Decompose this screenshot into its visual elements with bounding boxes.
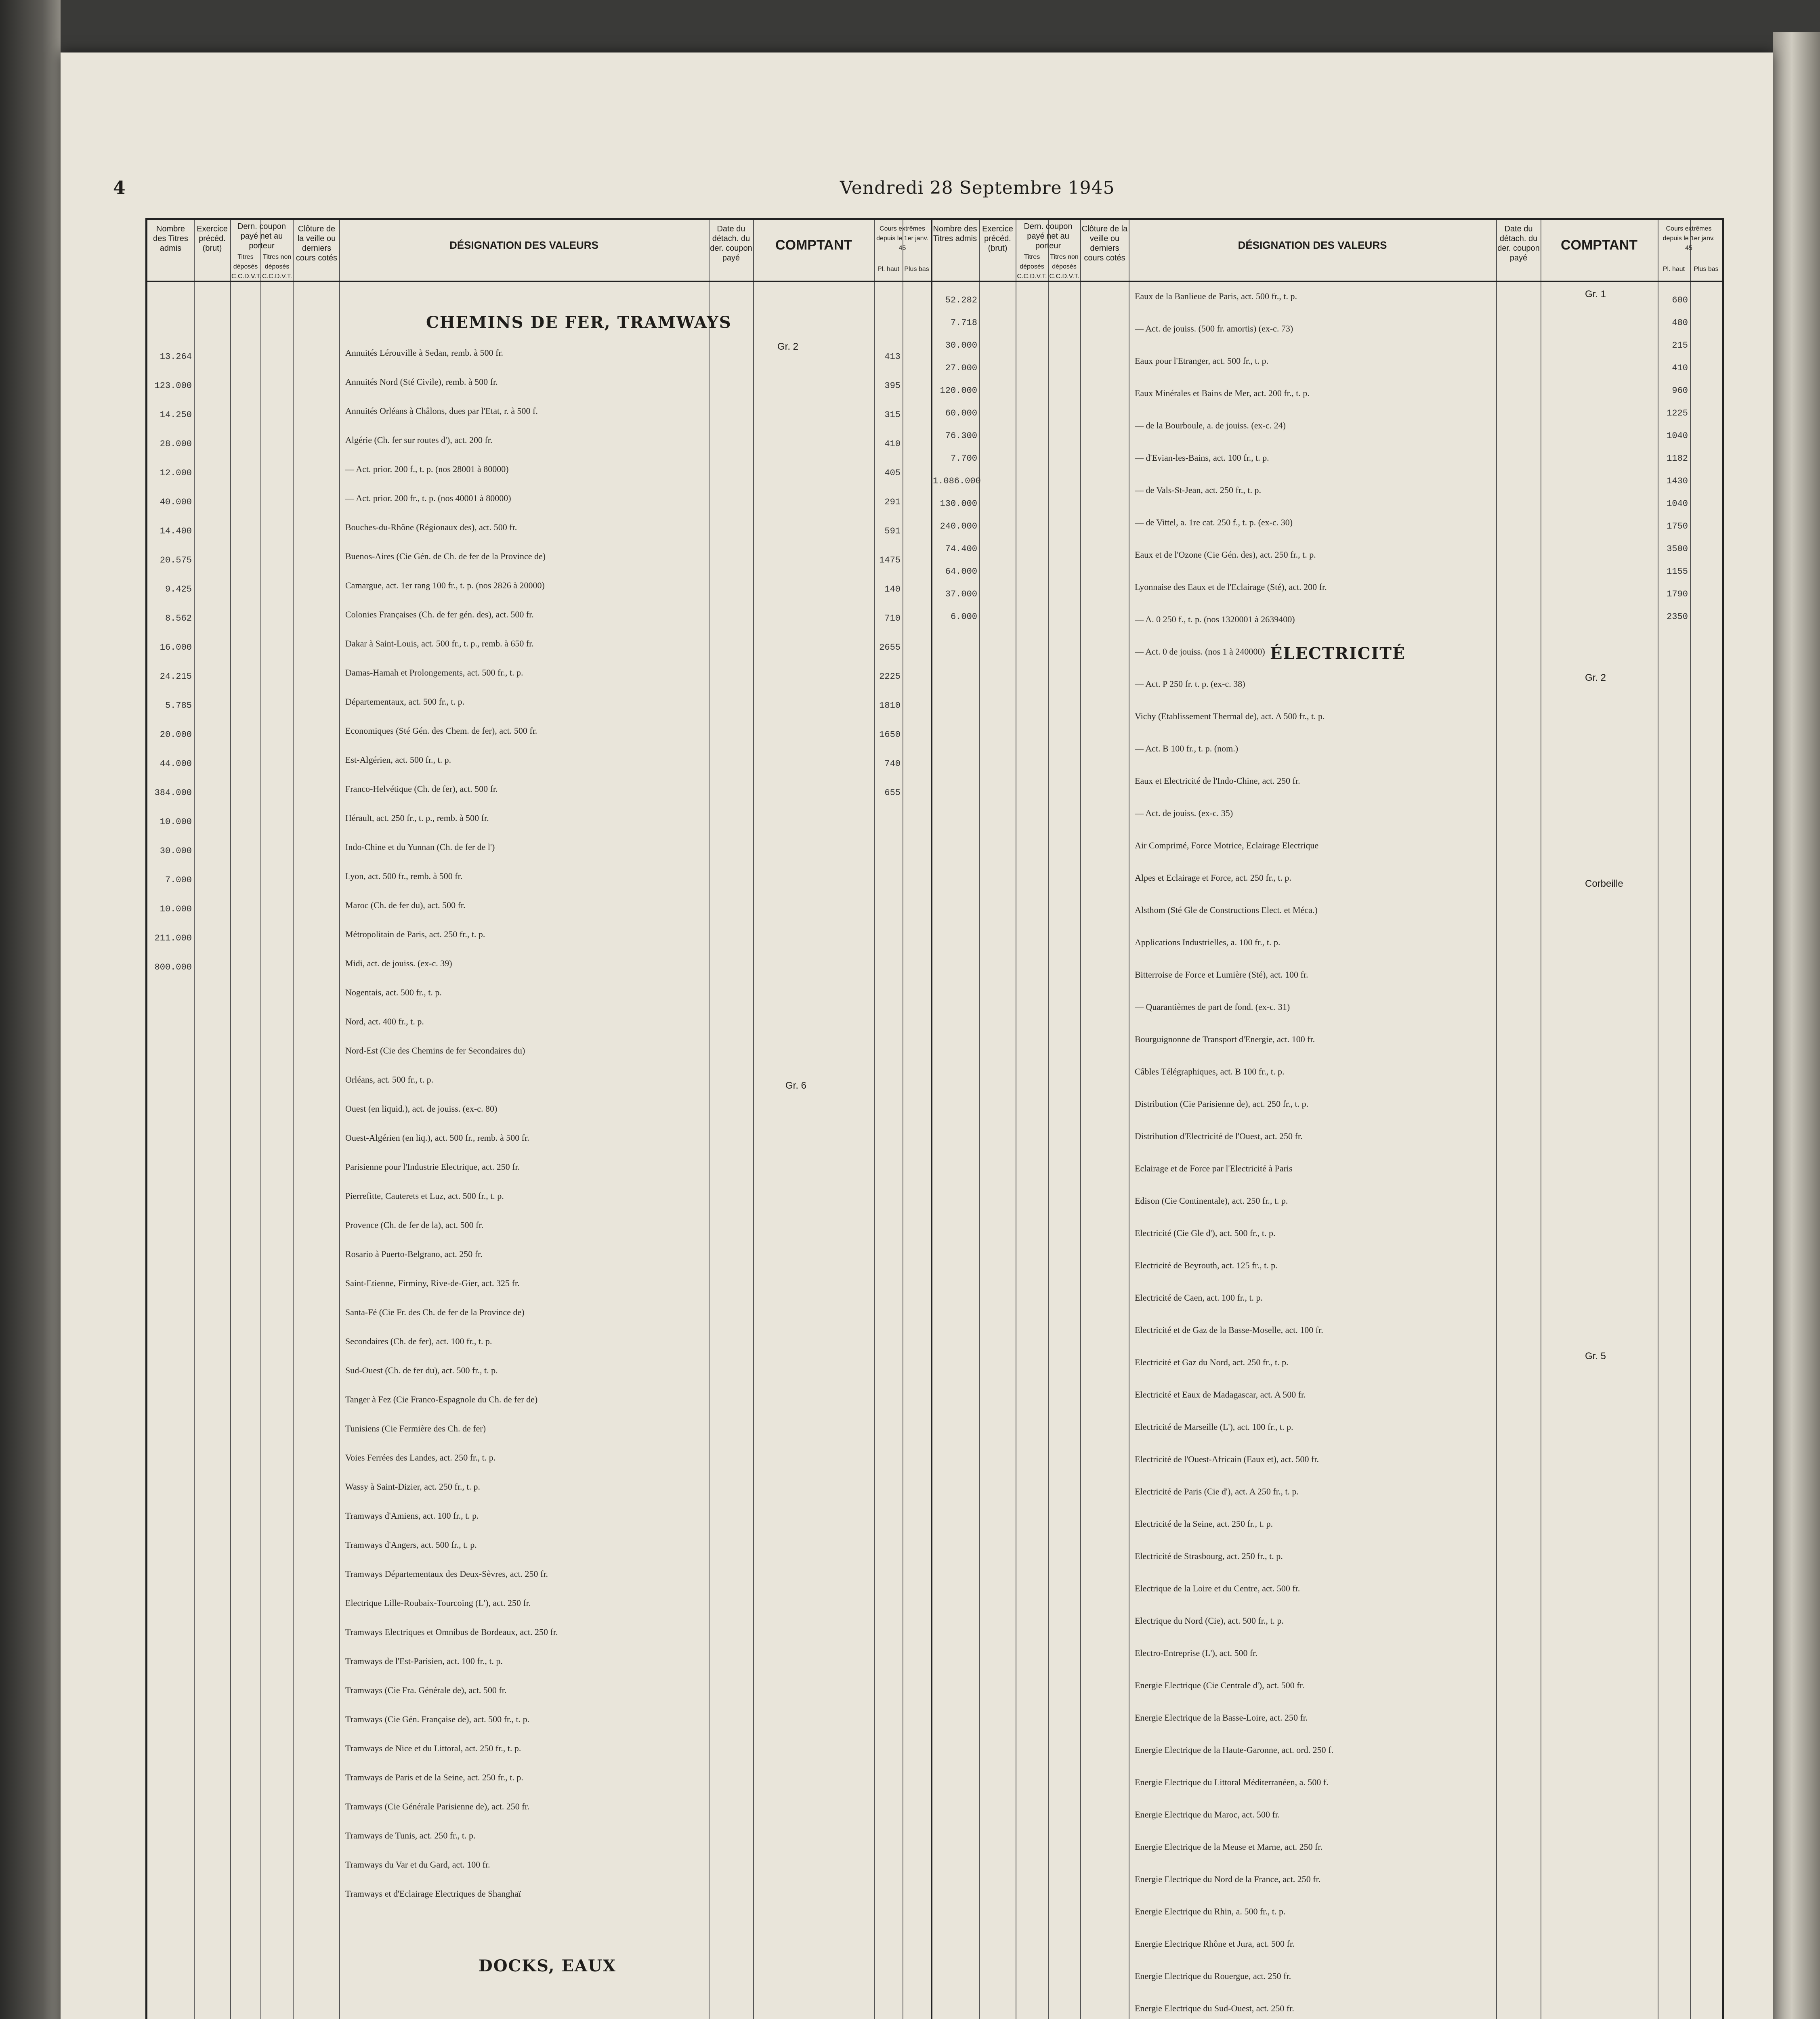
table-row: Tramways de l'Est-Parisien, act. 100 fr., t. p. — [345, 1656, 503, 1666]
table-row: Annuités Lérouville à Sedan, remb. à 500 fr. — [345, 348, 504, 358]
table-row: Ouest-Algérien (en liq.), act. 500 fr., remb. à 500 fr. — [345, 1133, 529, 1143]
value-cell: 7.700 — [950, 453, 977, 464]
header-designation-right: DÉSIGNATION DES VALEURS — [1238, 239, 1387, 251]
value-cell: 44.000 — [160, 759, 192, 769]
group-label: Corbeille — [1585, 878, 1623, 889]
table-row: Ouest (en liquid.), act. de jouiss. (ex-c. 80) — [345, 1104, 498, 1114]
value-cell: 5.785 — [165, 701, 192, 711]
right-designations — [1135, 289, 1494, 2019]
left-designations — [345, 345, 705, 1944]
table-row: Tanger à Fez (Cie Franco-Espagnole du Ch. de fer de) — [345, 1394, 538, 1404]
header-pl-haut-right: Pl. haut — [1663, 266, 1685, 273]
value-cell: 1810 — [879, 701, 901, 711]
group-label: Gr. 1 — [1585, 289, 1606, 300]
value-cell: 800.000 — [154, 962, 192, 972]
value-cell: 130.000 — [940, 499, 977, 509]
table-row: — Act. prior. 200 fr., t. p. (nos 40001 à 80000) — [345, 493, 511, 503]
group-label: Gr. 5 — [1585, 1351, 1606, 1362]
header-designation: DÉSIGNATION DES VALEURS — [449, 239, 598, 251]
table-row: Bitterroise de Force et Lumière (Sté), act. 100 fr. — [1135, 970, 1308, 980]
value-cell: 20.000 — [160, 730, 192, 740]
table-row: Bouches-du-Rhône (Régionaux des), act. 500 fr. — [345, 522, 517, 532]
table-row: — A. 0 250 f., t. p. (nos 1320001 à 2639400) — [1135, 614, 1295, 624]
value-cell: 591 — [884, 526, 901, 536]
table-row: Tunisiens (Cie Fermière des Ch. de fer) — [345, 1423, 486, 1433]
right-titres-column — [933, 293, 981, 632]
header-titres: Nombre des Titres admis — [153, 225, 188, 253]
value-cell: 1225 — [1667, 408, 1688, 418]
col-line — [293, 220, 294, 2019]
value-cell: 16.000 — [160, 642, 192, 653]
table-row: Distribution d'Electricité de l'Ouest, act. 250 fr. — [1135, 1131, 1303, 1141]
value-cell: 28.000 — [160, 439, 192, 449]
value-cell: 10.000 — [160, 817, 192, 827]
value-cell: 655 — [884, 788, 901, 798]
table-row: Electricité de Caen, act. 100 fr., t. p. — [1135, 1293, 1263, 1303]
table-row: Est-Algérien, act. 500 fr., t. p. — [345, 755, 451, 765]
value-cell: 600 — [1672, 295, 1688, 305]
table-row: Economiques (Sté Gén. des Chem. de fer), act. 500 fr. — [345, 726, 537, 736]
table-row: Tramways Départementaux des Deux-Sèvres, act. 250 fr. — [345, 1569, 548, 1579]
value-cell: 1182 — [1667, 453, 1688, 464]
page-date: Vendredi 28 Septembre 1945 — [840, 178, 1115, 198]
value-cell: 120.000 — [940, 386, 977, 396]
table-row: Eclairage et de Force par l'Electricité à Paris — [1135, 1163, 1293, 1173]
value-cell: 3500 — [1667, 544, 1688, 554]
table-row: Electricité de Paris (Cie d'), act. A 250 fr., t. p. — [1135, 1486, 1299, 1496]
table-row: — de Vittel, a. 1re cat. 250 f., t. p. (ex-c. 30) — [1135, 517, 1293, 527]
value-cell: 123.000 — [154, 381, 192, 391]
value-cell: 14.400 — [160, 526, 192, 536]
value-cell: 410 — [1672, 363, 1688, 373]
section-electricite: ÉLECTRICITÉ — [1270, 644, 1406, 663]
value-cell: 2225 — [879, 672, 901, 682]
table-row: Tramways Electriques et Omnibus de Bordeaux, act. 250 fr. — [345, 1627, 558, 1637]
table-row: Camargue, act. 1er rang 100 fr., t. p. (nos 2826 à 20000) — [345, 580, 545, 590]
header-cloture-right: Clôture de la veille ou derniers cours cotés — [1081, 225, 1128, 262]
value-cell: 30.000 — [160, 846, 192, 856]
value-cell: 64.000 — [945, 567, 977, 577]
value-cell: 13.264 — [160, 352, 192, 362]
table-row: Electrique de la Loire et du Centre, act. 500 fr. — [1135, 1583, 1300, 1593]
col-line — [979, 220, 980, 2019]
table-row: Franco-Helvétique (Ch. de fer), act. 500 fr. — [345, 784, 498, 794]
table-row: Electricité de Beyrouth, act. 125 fr., t. p. — [1135, 1260, 1278, 1270]
value-cell: 1475 — [879, 555, 901, 565]
table-row: — d'Evian-les-Bains, act. 100 fr., t. p. — [1135, 453, 1269, 463]
col-line — [339, 220, 340, 2019]
value-cell: 1650 — [879, 730, 901, 740]
value-cell: 211.000 — [154, 933, 192, 943]
table-row: — Quarantièmes de part de fond. (ex-c. 31) — [1135, 1002, 1290, 1012]
table-row: — Act. de jouiss. (ex-c. 35) — [1135, 808, 1233, 818]
table-row: Nogentais, act. 500 fr., t. p. — [345, 987, 442, 997]
value-cell: 7.000 — [165, 875, 192, 885]
table-row: Buenos-Aires (Cie Gén. de Ch. de fer de la Province de) — [345, 551, 546, 561]
table-row: Maroc (Ch. de fer du), act. 500 fr. — [345, 900, 466, 910]
table-row: Damas-Hamah et Prolongements, act. 500 fr., t. p. — [345, 667, 523, 678]
table-row: Energie Electrique du Rouergue, act. 250 fr. — [1135, 1971, 1291, 1981]
table-row: Edison (Cie Continentale), act. 250 fr., t. p. — [1135, 1196, 1288, 1206]
table-row: Alsthom (Sté Gle de Constructions Elect. et Méca.) — [1135, 905, 1318, 915]
table-row: Electricité de la Seine, act. 250 fr., t. p. — [1135, 1519, 1273, 1529]
value-cell: 1430 — [1667, 476, 1688, 486]
value-cell: 291 — [884, 497, 901, 507]
value-cell: 60.000 — [945, 408, 977, 418]
table-row: Energie Electrique du Nord de la France, act. 250 fr. — [1135, 1874, 1321, 1884]
value-cell: 8.562 — [165, 613, 192, 623]
table-row: Electrique du Nord (Cie), act. 500 fr., t. p. — [1135, 1616, 1284, 1626]
table-row: Pierrefitte, Cauterets et Luz, act. 500 fr., t. p. — [345, 1191, 504, 1201]
table-row: Eaux pour l'Etranger, act. 500 fr., t. p. — [1135, 356, 1269, 366]
table-row: Tramways de Tunis, act. 250 fr., t. p. — [345, 1830, 476, 1841]
table-row: Energie Electrique du Littoral Méditerranéen, a. 500 f. — [1135, 1777, 1329, 1787]
col-line — [709, 220, 710, 2019]
value-cell: 52.282 — [945, 295, 977, 305]
table-row: Electricité et Gaz du Nord, act. 250 fr., t. p. — [1135, 1357, 1289, 1367]
page-header — [113, 178, 1704, 202]
header-exercice: Exercice précéd. (brut) — [197, 225, 228, 253]
table-row: Rosario à Puerto-Belgrano, act. 250 fr. — [345, 1249, 483, 1259]
table-row: — de la Bourboule, a. de jouiss. (ex-c. 24) — [1135, 420, 1286, 430]
value-cell: 2655 — [879, 642, 901, 653]
value-cell: 76.300 — [945, 431, 977, 441]
table-row: Energie Electrique de la Basse-Loire, act. 250 fr. — [1135, 1713, 1308, 1723]
table-row: Distribution (Cie Parisienne de), act. 250 fr., t. p. — [1135, 1099, 1309, 1109]
col-line — [753, 220, 754, 2019]
table-row: Tramways de Nice et du Littoral, act. 250 fr., t. p. — [345, 1743, 521, 1753]
col-line — [1496, 220, 1497, 2019]
table-row: Energie Electrique du Rhin, a. 500 fr., t. p. — [1135, 1906, 1286, 1916]
table-row: Tramways d'Amiens, act. 100 fr., t. p. — [345, 1511, 479, 1521]
table-row: Lyon, act. 500 fr., remb. à 500 fr. — [345, 871, 463, 881]
col-line — [194, 220, 195, 2019]
table-row: — Act. de jouiss. (500 fr. amortis) (ex-c. 73) — [1135, 323, 1293, 334]
table-row: — Act. 0 de jouiss. (nos 1 à 240000) — [1135, 646, 1265, 657]
table-row: — Act. P 250 fr. t. p. (ex-c. 38) — [1135, 679, 1245, 689]
value-cell: 215 — [1672, 340, 1688, 350]
value-cell: 1790 — [1667, 589, 1688, 599]
value-cell: 30.000 — [945, 340, 977, 350]
page-number: 4 — [113, 178, 126, 198]
value-cell: 1750 — [1667, 521, 1688, 531]
header-coupon: Dern. coupon payé net au porteur — [237, 222, 286, 250]
value-cell: 740 — [884, 759, 901, 769]
group-label: Gr. 2 — [1585, 672, 1606, 683]
value-cell: 140 — [884, 584, 901, 594]
table-row: Départementaux, act. 500 fr., t. p. — [345, 697, 465, 707]
value-cell: 9.425 — [165, 584, 192, 594]
value-cell: 74.400 — [945, 544, 977, 554]
value-cell: 384.000 — [154, 788, 192, 798]
value-cell: 37.000 — [945, 589, 977, 599]
header-deposes: Titres déposés C.C.D.V.T. — [231, 254, 262, 280]
table-row: Electricité de l'Ouest-Africain (Eaux et), act. 500 fr. — [1135, 1454, 1319, 1464]
table-row: Electricité de Marseille (L'), act. 100 fr., t. p. — [1135, 1422, 1293, 1432]
table-row: Hérault, act. 250 fr., t. p., remb. à 500 fr. — [345, 813, 489, 823]
table-row: Dakar à Saint-Louis, act. 500 fr., t. p., remb. à 650 fr. — [345, 638, 534, 649]
value-cell: 710 — [884, 613, 901, 623]
table-row: Air Comprimé, Force Motrice, Eclairage Electrique — [1135, 840, 1319, 850]
col-line — [1080, 220, 1081, 2019]
table-row: Electricité de Strasbourg, act. 250 fr., t. p. — [1135, 1551, 1283, 1561]
left-titres-column — [149, 349, 192, 989]
book-spine — [0, 0, 61, 2019]
header-cours-extremes: Cours extrêmes depuis le 1er janv. 45 — [876, 225, 928, 252]
table-row: Nord-Est (Cie des Chemins de fer Secondaires du) — [345, 1045, 525, 1056]
value-cell: 20.575 — [160, 555, 192, 565]
table-row: Tramways (Cie Fra. Générale de), act. 500 fr. — [345, 1685, 507, 1695]
header-plus-bas: Plus bas — [904, 266, 929, 273]
table-row: Algérie (Ch. fer sur routes d'), act. 200 fr. — [345, 435, 493, 445]
section-docks: DOCKS, EAUX — [479, 1956, 616, 1975]
header-coupon-right: Dern. coupon payé net au porteur — [1024, 222, 1073, 250]
header-date-detach-right: Date du détach. du der. coupon payé — [1497, 225, 1540, 262]
table-row: Tramways et d'Eclairage Electriques de Shanghaï — [345, 1889, 521, 1899]
table-row: Nord, act. 400 fr., t. p. — [345, 1016, 424, 1026]
table-row: Tramways d'Angers, act. 500 fr., t. p. — [345, 1540, 477, 1550]
col-line — [1690, 220, 1691, 2019]
table-row: Saint-Etienne, Firminy, Rive-de-Gier, act. 325 fr. — [345, 1278, 520, 1288]
table-row: Sud-Ouest (Ch. de fer du), act. 500 fr., t. p. — [345, 1365, 498, 1375]
value-cell: 395 — [884, 381, 901, 391]
value-cell: 480 — [1672, 318, 1688, 328]
value-cell: 240.000 — [940, 521, 977, 531]
group-label: Gr. 2 — [777, 341, 799, 352]
col-line — [1048, 220, 1049, 2019]
right-cours-column — [1660, 293, 1688, 632]
table-row: — Act. B 100 fr., t. p. (nom.) — [1135, 743, 1239, 753]
table-row: Energie Electrique de la Haute-Garonne, act. ord. 250 f. — [1135, 1745, 1333, 1755]
table-row: Energie Electrique de la Meuse et Marne, act. 250 fr. — [1135, 1842, 1323, 1852]
table-row: — Act. prior. 200 f., t. p. (nos 28001 à 80000) — [345, 464, 509, 474]
center-divider — [931, 220, 932, 2019]
table-row: Electricité et de Gaz de la Basse-Moselle, act. 100 fr. — [1135, 1325, 1323, 1335]
header-pl-haut: Pl. haut — [877, 266, 900, 273]
table-row: Annuités Nord (Sté Civile), remb. à 500 fr. — [345, 377, 498, 387]
table-row: Tramways du Var et du Gard, act. 100 fr. — [345, 1859, 490, 1870]
quotation-table — [145, 218, 1724, 2019]
value-cell: 27.000 — [945, 363, 977, 373]
table-row: Electricité et Eaux de Madagascar, act. A 500 fr. — [1135, 1389, 1306, 1400]
header-comptant-right: COMPTANT — [1560, 237, 1638, 253]
table-row: Eaux et de l'Ozone (Cie Gén. des), act. 250 fr., t. p. — [1135, 550, 1316, 560]
value-cell: 14.250 — [160, 410, 192, 420]
table-row: Wassy à Saint-Dizier, act. 250 fr., t. p. — [345, 1482, 480, 1492]
header-cloture: Clôture de la veille ou derniers cours cotés — [296, 225, 338, 262]
header-comptant: COMPTANT — [775, 237, 852, 253]
table-row: Electricité (Cie Gle d'), act. 500 fr., t. p. — [1135, 1228, 1276, 1238]
table-row: Orléans, act. 500 fr., t. p. — [345, 1075, 434, 1085]
table-row: Energie Electrique Rhône et Jura, act. 500 fr. — [1135, 1939, 1295, 1949]
value-cell: 6.000 — [950, 612, 977, 622]
left-cours-column — [876, 349, 901, 814]
value-cell: 315 — [884, 410, 901, 420]
value-cell: 7.718 — [950, 318, 977, 328]
header-deposes-right: Titres déposés C.C.D.V.T. — [1017, 254, 1047, 280]
value-cell: 410 — [884, 439, 901, 449]
table-row: Annuités Orléans à Châlons, dues par l'Etat, r. à 500 f. — [345, 406, 538, 416]
table-row: Eaux Minérales et Bains de Mer, act. 200 fr., t. p. — [1135, 388, 1310, 398]
table-row: Bourguignonne de Transport d'Energie, act. 100 fr. — [1135, 1034, 1315, 1044]
table-row: Métropolitain de Paris, act. 250 fr., t. p. — [345, 929, 485, 939]
value-cell: 24.215 — [160, 672, 192, 682]
table-row: Lyonnaise des Eaux et de l'Eclairage (Sté), act. 200 fr. — [1135, 582, 1327, 592]
value-cell: 960 — [1672, 386, 1688, 396]
header-non-deposes: Titres non déposés C.C.D.V.T. — [262, 254, 292, 280]
table-row: Alpes et Eclairage et Force, act. 250 fr., t. p. — [1135, 873, 1291, 883]
section-chemins: CHEMINS DE FER, TRAMWAYS — [426, 313, 732, 332]
table-header — [147, 220, 1722, 282]
value-cell: 1040 — [1667, 431, 1688, 441]
value-cell: 413 — [884, 352, 901, 362]
value-cell: 2350 — [1667, 612, 1688, 622]
table-row: Santa-Fé (Cie Fr. des Ch. de fer de la Province de) — [345, 1307, 525, 1317]
table-row: — de Vals-St-Jean, act. 250 fr., t. p. — [1135, 485, 1262, 495]
table-row: Vichy (Etablissement Thermal de), act. A 500 fr., t. p. — [1135, 711, 1325, 721]
table-row: Tramways (Cie Gén. Française de), act. 500 fr., t. p. — [345, 1714, 530, 1724]
table-row: Energie Electrique (Cie Centrale d'), act. 500 fr. — [1135, 1680, 1305, 1690]
value-cell: 40.000 — [160, 497, 192, 507]
table-row: Indo-Chine et du Yunnan (Ch. de fer de l') — [345, 842, 495, 852]
value-cell: 405 — [884, 468, 901, 478]
table-row: Eaux de la Banlieue de Paris, act. 500 fr., t. p. — [1135, 291, 1297, 301]
value-cell: 1.086.000 — [933, 476, 981, 486]
table-row: Tramways de Paris et de la Seine, act. 250 fr., t. p. — [345, 1772, 523, 1782]
table-row: Voies Ferrées des Landes, act. 250 fr., t. p. — [345, 1452, 496, 1463]
table-row: Electro-Entreprise (L'), act. 500 fr. — [1135, 1648, 1257, 1658]
page-edge — [1773, 32, 1820, 2019]
table-row: Midi, act. de jouiss. (ex-c. 39) — [345, 958, 452, 968]
col-line — [260, 220, 261, 2019]
value-cell: 1155 — [1667, 567, 1688, 577]
table-row: Provence (Ch. de fer de la), act. 500 fr. — [345, 1220, 484, 1230]
table-row: Energie Electrique du Sud-Ouest, act. 250 fr. — [1135, 2003, 1294, 2013]
table-row: Tramways (Cie Générale Parisienne de), act. 250 fr. — [345, 1801, 530, 1811]
table-row: Câbles Télégraphiques, act. B 100 fr., t. p. — [1135, 1066, 1285, 1077]
value-cell: 1040 — [1667, 499, 1688, 509]
table-row: Colonies Françaises (Ch. de fer gén. des), act. 500 fr. — [345, 609, 534, 619]
header-exercice-right: Exercice précéd. (brut) — [982, 225, 1013, 253]
table-row: Energie Electrique du Maroc, act. 500 fr. — [1135, 1809, 1280, 1820]
col-line — [230, 220, 231, 2019]
header-non-deposes-right: Titres non déposés C.C.D.V.T. — [1049, 254, 1079, 280]
header-date-detach: Date du détach. du der. coupon payé — [710, 225, 752, 262]
col-line — [874, 220, 875, 2019]
table-row: Parisienne pour l'Industrie Electrique, act. 250 fr. — [345, 1162, 520, 1172]
table-row: Secondaires (Ch. de fer), act. 100 fr., t. p. — [345, 1336, 492, 1346]
header-plus-bas-right: Plus bas — [1694, 266, 1719, 273]
header-titres-right: Nombre des Titres admis — [933, 225, 977, 243]
table-row: Electrique Lille-Roubaix-Tourcoing (L'), act. 250 fr. — [345, 1598, 531, 1608]
header-cours-extremes-right: Cours extrêmes depuis le 1er janv. 45 — [1663, 225, 1715, 252]
value-cell: 10.000 — [160, 904, 192, 914]
value-cell: 12.000 — [160, 468, 192, 478]
table-row: Eaux et Electricité de l'Indo-Chine, act. 250 fr. — [1135, 776, 1300, 786]
table-row: Applications Industrielles, a. 100 fr., t. p. — [1135, 937, 1281, 947]
group-label: Gr. 6 — [785, 1080, 807, 1091]
